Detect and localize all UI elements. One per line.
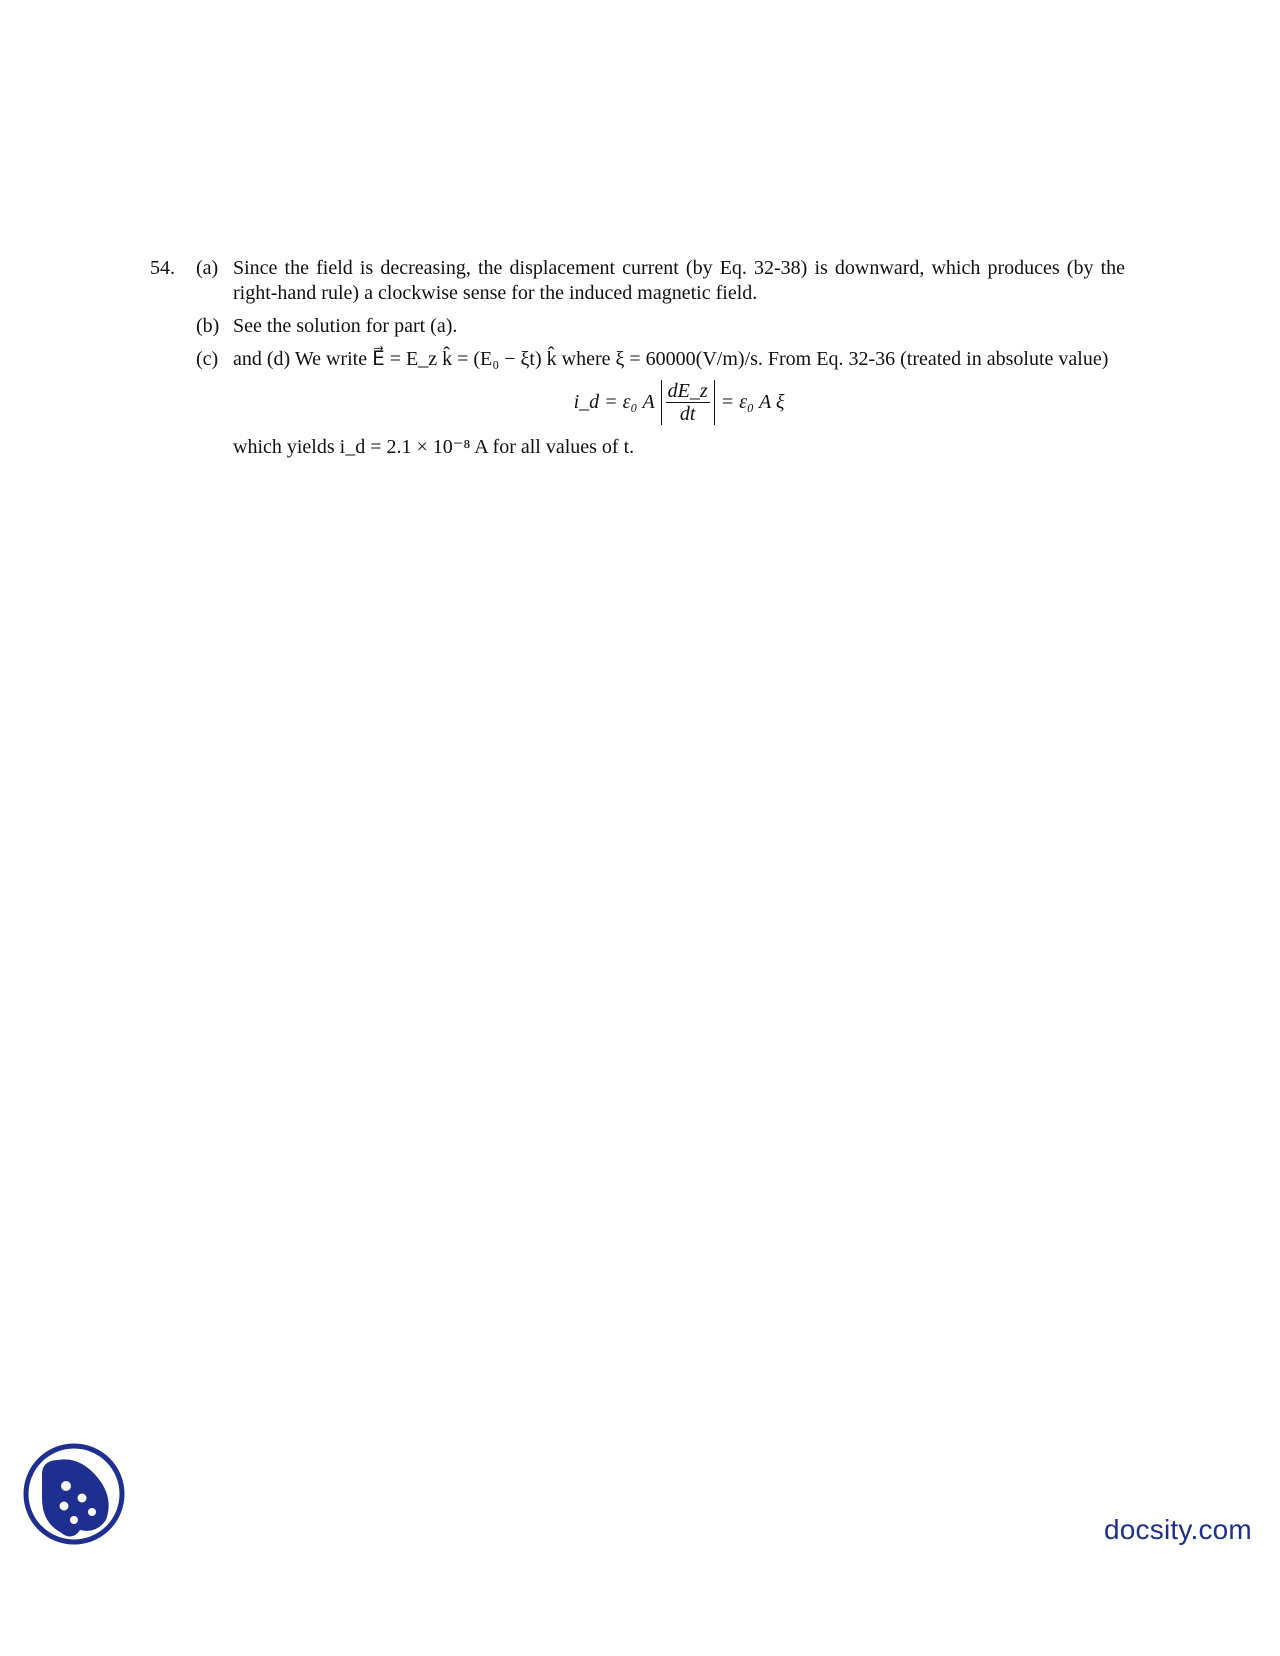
part-text: Since the field is decreasing, the displacement current (by Eq. 32-38) is downward, which produces (by the right-hand rule) a clockwise sense for the induced magnetic field. — [233, 257, 1125, 304]
formula-rhs: = ε₀ A ξ — [720, 391, 785, 413]
docsity-logo-icon[interactable] — [22, 1442, 126, 1546]
fraction-numerator: dE_z — [667, 380, 708, 402]
part-text: and (d) We write E⃗ = E_z k̂ = (E₀ − ξt) k̂ where ξ = 60000(V/m)/s. From Eq. 32-36 (treated in absolute value) — [233, 348, 1109, 370]
conclusion-text: which yields i_d = 2.1 × 10⁻⁸ A for all values of t. — [233, 436, 635, 458]
formula-lhs: i_d = ε₀ A — [573, 391, 655, 413]
problem-54 — [150, 256, 1125, 460]
part-a — [150, 256, 1125, 306]
absolute-value — [661, 380, 715, 425]
part-label: (b) — [196, 315, 220, 337]
part-label: (c) — [196, 348, 219, 370]
problem-block — [150, 256, 1125, 460]
part-b — [150, 314, 1125, 339]
displacement-current-formula — [150, 380, 1125, 425]
problem-number: 54. — [150, 257, 175, 279]
part-label: (a) — [196, 257, 219, 279]
part-c — [150, 347, 1125, 372]
part-text: See the solution for part (a). — [233, 315, 458, 337]
docsity-brand-link[interactable]: docsity.com — [1104, 1514, 1252, 1545]
derivative-fraction — [666, 380, 710, 425]
fraction-denominator: dt — [679, 403, 696, 425]
